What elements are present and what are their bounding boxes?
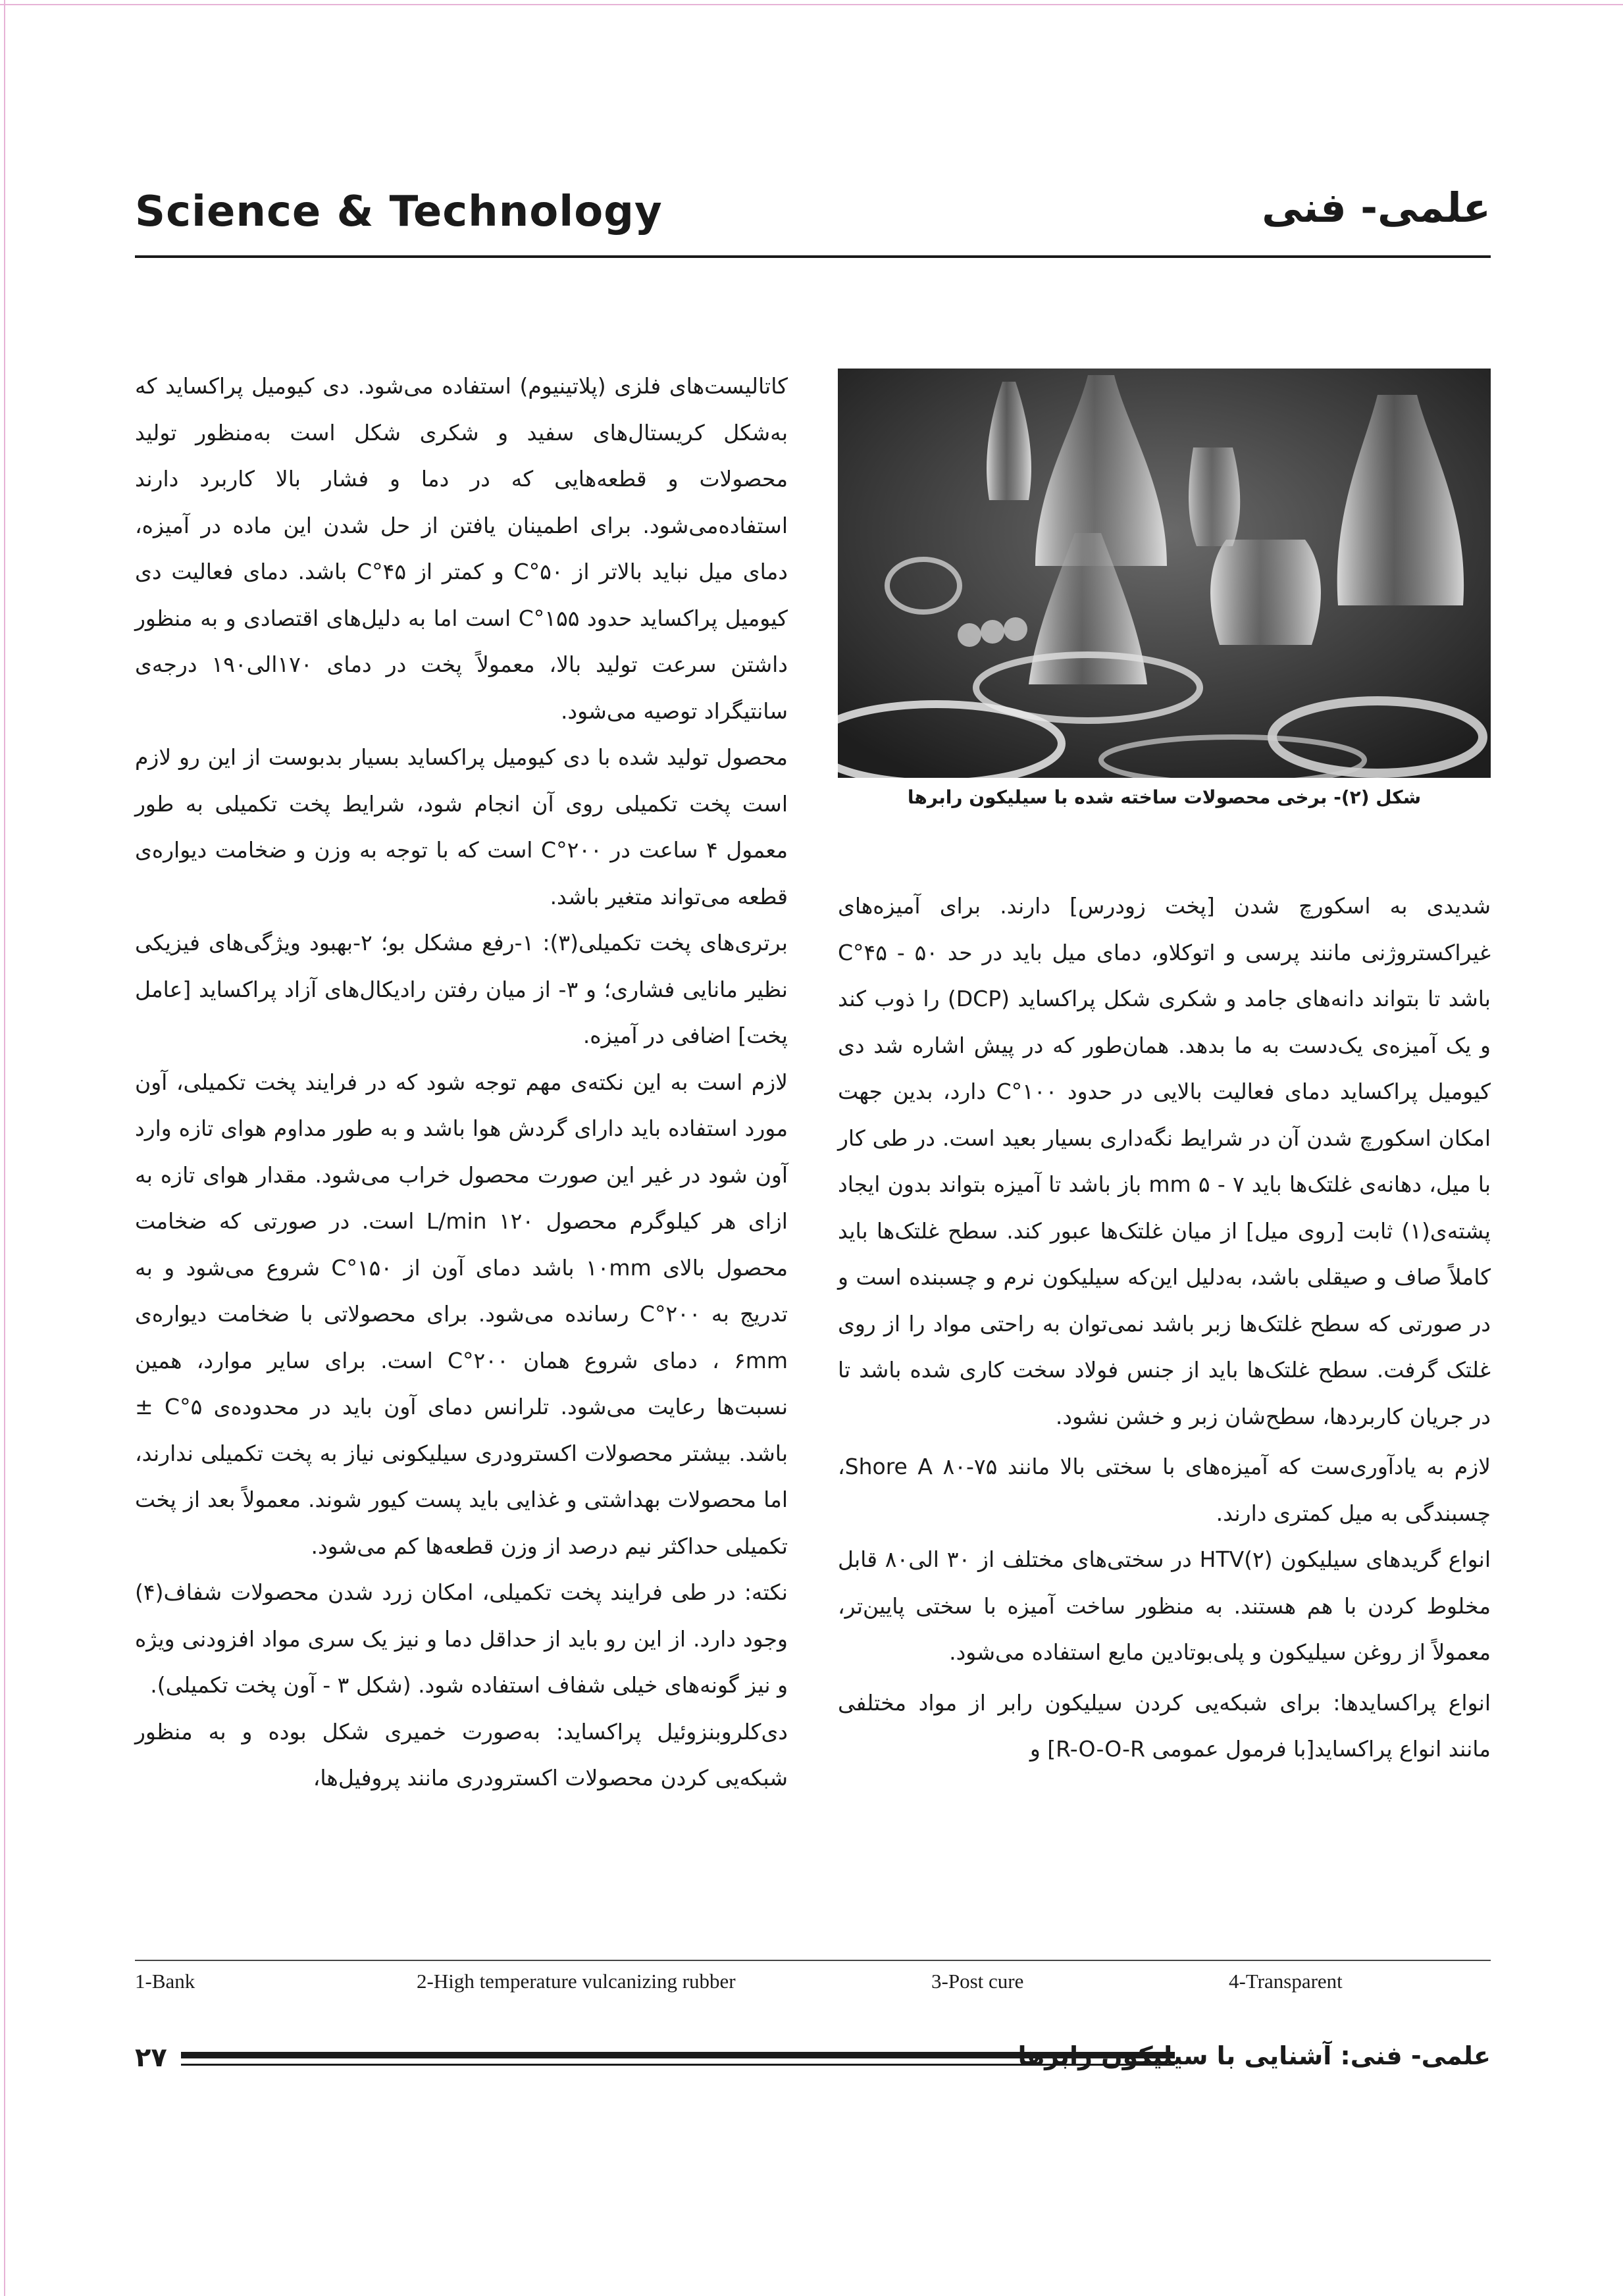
header-english-title: Science & Technology bbox=[135, 188, 663, 236]
left-paragraph-5: نکته: در طی فرایند پخت تکمیلی، امکان زرد شدن محصولات شفاف(۴) وجود دارد. از این رو باید از حداقل دما و نیز یک سری مواد افزودنی ویژه و نیز گونه‌های خیلی شفاف استفاده شود. (شکل ۳ - آون پخت تکمیلی). bbox=[135, 1579, 788, 1698]
crop-mark-vertical bbox=[4, 0, 5, 2296]
right-paragraph-2: لازم به یادآوری‌ست که آمیزه‌های با سختی بالا مانند ۷۵-۸۰ Shore A، چسبندگی به میل کمتری دارند. bbox=[838, 1454, 1491, 1526]
footnotes bbox=[135, 1970, 1491, 2003]
footnote-1: 1-Bank bbox=[135, 1970, 195, 1993]
page-footer bbox=[135, 2040, 1491, 2086]
footnote-2: 2-High temperature vulcanizing rubber bbox=[417, 1970, 736, 1993]
left-paragraph-6: دی‌کلروبنزوئیل پراکساید: به‌صورت خمیری شکل بوده و به منظور شبکه‌یی کردن محصولات اکسترودری مانند پروفیل‌ها، bbox=[135, 1718, 788, 1791]
right-paragraph-3: انواع گریدهای سیلیکون HTV(۲) در سختی‌های مختلف از ۳۰ الی۸۰ قابل مخلوط کردن با هم هستند. به منظور ساخت آمیزه با سختی پایین‌تر، معمولاً از روغن سیلیکون و پلی‌بوتادین مایع استفاده می‌شود. bbox=[838, 1546, 1491, 1665]
footnote-3: 3-Post cure bbox=[931, 1970, 1024, 1993]
left-paragraph-4: لازم است به این نکته‌ی مهم توجه شود که در فرایند پخت تکمیلی، آون مورد استفاده باید دارای گردش هوا باشد و به طور مداوم هوای تازه وارد آون شود در غیر این صورت محصول خراب می‌شود. مقدار هوای تازه به ازای هر کیلوگرم محصول ۱۲۰ L/min است. در صورتی که ضخامت محصول بالای ۱۰mm باشد دمای آون از ۱۵۰°C شروع می‌شود و به تدریج به ۲۰۰°C رسانده می‌شود. برای محصولاتی با ضخامت دیواره‌ی ۶mm ، دمای شروع همان ۲۰۰°C است. برای سایر موارد، همین نسبت‌ها رعایت می‌شود. تلرانس دمای آون باید در محدوده‌ی ۵°C ± باشد. بیشتر محصولات اکسترودری سیلیکونی نیاز به پخت تکمیلی ندارند، اما محصولات بهداشتی و غذایی باید پست کیور شوند. معمولاً بعد از پخت تکمیلی حداکثر نیم درصد از وزن قطعه‌ها کم می‌شود. bbox=[135, 1069, 788, 1559]
footnote-4: 4-Transparent bbox=[1229, 1970, 1343, 1993]
page-number: ۲۷ bbox=[135, 2043, 167, 2073]
page-header bbox=[135, 181, 1491, 260]
right-paragraph-4: انواع پراکسایدها: برای شبکه‌یی کردن سیلیکون رابر از مواد مختلفی مانند انواع پراکساید[با فرمول عمومی R-O-O-R] و bbox=[838, 1689, 1491, 1762]
crop-mark-horizontal bbox=[0, 4, 1623, 5]
silicone-products-photo bbox=[838, 369, 1491, 778]
left-paragraph-2: محصول تولید شده با دی کیومیل پراکساید بسیار بدبوست از این رو لازم است پخت تکمیلی روی آن انجام شود، شرایط پخت تکمیلی به طور معمول ۴ ساعت در ۲۰۰°C است که با توجه به وزن و ضخامت دیواره‌ی قطعه می‌تواند متغیر باشد. bbox=[135, 744, 788, 909]
right-paragraph-1: شدیدی به اسکورچ شدن [پخت زودرس] دارند. برای آمیزه‌های غیراکستروژنی مانند پرسی و اتوکلاو، دمای میل باید در حد ۵۰ - ۴۵°C باشد تا بتواند دانه‌های جامد و شکری شکل پراکساید (DCP) را ذوب کند و یک آمیزه‌ی یک‌دست به ما بدهد. همان‌طور که در پیش اشاره شد دی کیومیل پراکساید دمای فعالیت بالایی در حدود ۱۰۰°C دارد، بدین جهت امکان اسکورچ شدن آن در شرایط نگه‌داری بسیار بعید است. در طی کار با میل، دهانه‌ی غلتک‌ها باید ۷ - ۵ mm باز باشد تا آمیزه بتواند بدون ایجاد پشته‌ی(۱) ثابت [روی میل] از میان غلتک‌ها عبور کند. سطح غلتک‌ها باید کاملاً صاف و صیقلی باشد، به‌دلیل این‌که سیلیکون نرم و چسبنده است و در صورتی که سطح غلتک‌ها زبر باشد نمی‌توان به راحتی مواد را از روی غلتک گرفت. سطح غلتک‌ها باید از جنس فولاد سخت کاری شده باشد تا در جریان کاربردها، سطح‌شان زبر و خشن نشود. bbox=[838, 893, 1491, 1429]
footer-title: علمی- فنی: آشنایی با سیلیکون رابرها bbox=[1018, 2041, 1491, 2070]
header-rule bbox=[135, 255, 1491, 258]
figure-caption: شکل (۲)- برخی محصولات ساخته شده با سیلیکون رابرها bbox=[907, 786, 1422, 808]
left-paragraph-1: کاتالیست‌های فلزی (پلاتینیوم) استفاده می‌شود. دی کیومیل پراکساید که به‌شکل کریستال‌های سفید و شکری شکل است به‌منظور تولید محصولات و قطعه‌هایی که در دما و فشار بالا کاربرد دارند استفاده‌می‌شود. برای اطمینان یافتن از حل شدن این ماده در آمیزه، دمای میل نباید بالاتر از ۵۰°C و کمتر از ۴۵°C باشد. دمای فعالیت دی کیومیل پراکساید حدود ۱۵۵°C است اما به دلیل‌های اقتصادی و به منظور داشتن سرعت تولید بالا، معمولاً پخت در دمای ۱۷۰الی۱۹۰ درجه‌ی سانتیگراد توصیه می‌شود. bbox=[135, 373, 788, 724]
left-paragraph-3: برتری‌های پخت تکمیلی(۳): ۱-رفع مشکل بو؛ ۲-بهبود ویژگی‌های فیزیکی نظیر مانایی فشاری؛ و ۳- از میان رفتن رادیکال‌های آزاد پراکساید [عامل پخت] اضافی در آمیزه. bbox=[135, 930, 788, 1048]
right-column bbox=[838, 883, 1491, 1773]
left-column bbox=[135, 363, 788, 1802]
header-persian-title: علمی- فنی bbox=[1262, 184, 1491, 232]
footnote-rule bbox=[135, 1960, 1491, 1961]
